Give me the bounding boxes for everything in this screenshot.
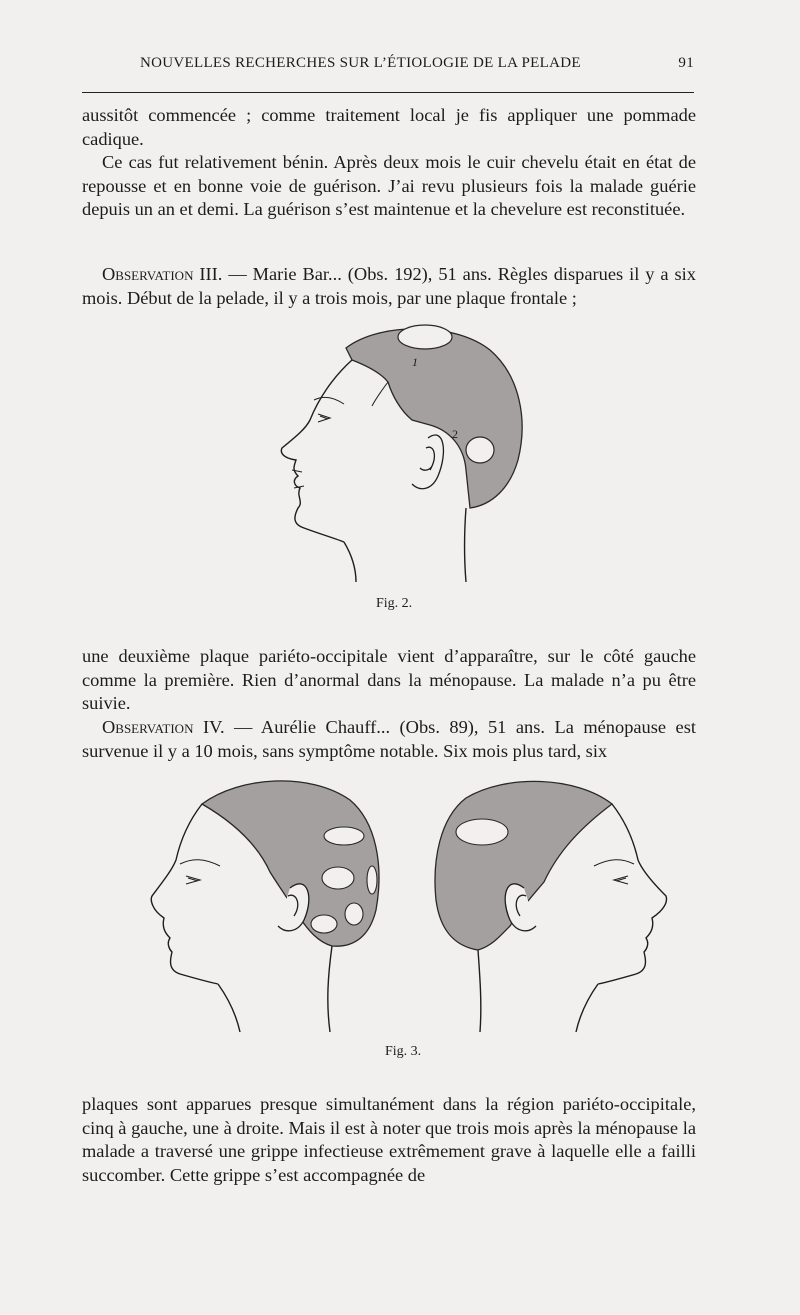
header-rule — [82, 92, 694, 93]
figure-3 — [140, 770, 675, 1040]
paragraph-continuation: aussitôt commencée ; comme traitement local je fis appliquer une pommade cadique. — [82, 105, 696, 149]
plaque-2 — [466, 437, 494, 463]
plaque-1 — [398, 325, 452, 349]
figure-2 — [270, 320, 540, 585]
figure-2-ear — [412, 435, 443, 489]
figure-2-neck-back — [465, 508, 467, 582]
left-plaque-c — [367, 866, 377, 894]
figure-2-face-outline — [281, 360, 352, 542]
figure-2-head-profile — [270, 320, 540, 585]
figure-2-eye — [318, 414, 330, 422]
figure-2-caption: Fig. 2. — [376, 596, 413, 611]
figure-3-right-eye — [614, 876, 628, 884]
figure-2-mouth — [292, 470, 304, 488]
paragraph-second-plaque: une deuxième plaque pariéto-occipitale vient d’apparaître, sur le côté gauche comme la première. Rien d’anormal dans la ménopause. La malade n’a pu être suivie. — [82, 646, 696, 714]
figure-2-label-2: 2 — [452, 427, 458, 441]
figure-3-right-neck-back — [478, 950, 481, 1032]
figure-3-left-eyebrow — [180, 860, 220, 866]
observation-4-text: — Aurélie Chauff... (Obs. 89), 51 ans. La ménopause est survenue il y a 10 mois, sans symptôme notable. Six mois plus tard, six — [82, 717, 696, 761]
figure-3-right-face-outline — [598, 804, 666, 984]
figure-3-left-face-outline — [151, 804, 218, 984]
figure-3-left-eye — [186, 876, 200, 884]
running-title: NOUVELLES RECHERCHES SUR L’ÉTIOLOGIE DE LA PELADE — [140, 55, 581, 71]
paragraph-plaques-and-grippe: plaques sont apparues presque simultanément dans la région pariéto-occipitale, cinq à gauche, une à droite. Mais il est à noter que trois mois après la ménopause la malade a traversé une grippe infectieuse extrêmement grave à laquelle elle a failli succomber. Cette grippe s’est accompagnée de — [82, 1094, 696, 1185]
left-plaque-a — [324, 827, 364, 845]
figure-3-left-neck-back — [328, 946, 332, 1032]
figure-3-right-eyebrow — [594, 860, 634, 866]
paragraph-case-outcome: Ce cas fut relativement bénin. Après deux mois le cuir chevelu était en état de repousse et en bonne voie de guérison. J’ai revu plusieurs fois la malade guérie depuis un an et demi. La guérison s’est maintenue et la chevelure est reconstituée. — [82, 152, 696, 220]
figure-3-right-neck-front — [576, 984, 598, 1032]
figure-3-right-head — [435, 781, 666, 1032]
right-plaque-a — [456, 819, 508, 845]
figure-3-head-profiles — [140, 770, 675, 1040]
paragraph-observation-4 — [82, 716, 696, 763]
observation-3-text: — Marie Bar... (Obs. 192), 51 ans. Règles disparues il y a six mois. Début de la pelade, il y a trois mois, par une plaque frontale ; — [82, 264, 696, 308]
figure-2-label-1: 1 — [412, 355, 418, 369]
observation-3-label: Observation III. — [102, 264, 223, 284]
paragraph-observation-3 — [82, 263, 696, 310]
figure-2-neck-front — [344, 542, 356, 582]
figure-3-left-neck-front — [218, 984, 240, 1032]
figure-2-hairline — [372, 382, 388, 406]
page-number: 91 — [678, 55, 694, 71]
figure-3-left-head — [151, 781, 379, 1032]
observation-4-label: Observation IV. — [102, 717, 225, 737]
left-plaque-d — [311, 915, 337, 933]
left-plaque-b — [322, 867, 354, 889]
left-plaque-e — [345, 903, 363, 925]
figure-3-caption: Fig. 3. — [385, 1044, 422, 1059]
running-header — [82, 53, 694, 77]
